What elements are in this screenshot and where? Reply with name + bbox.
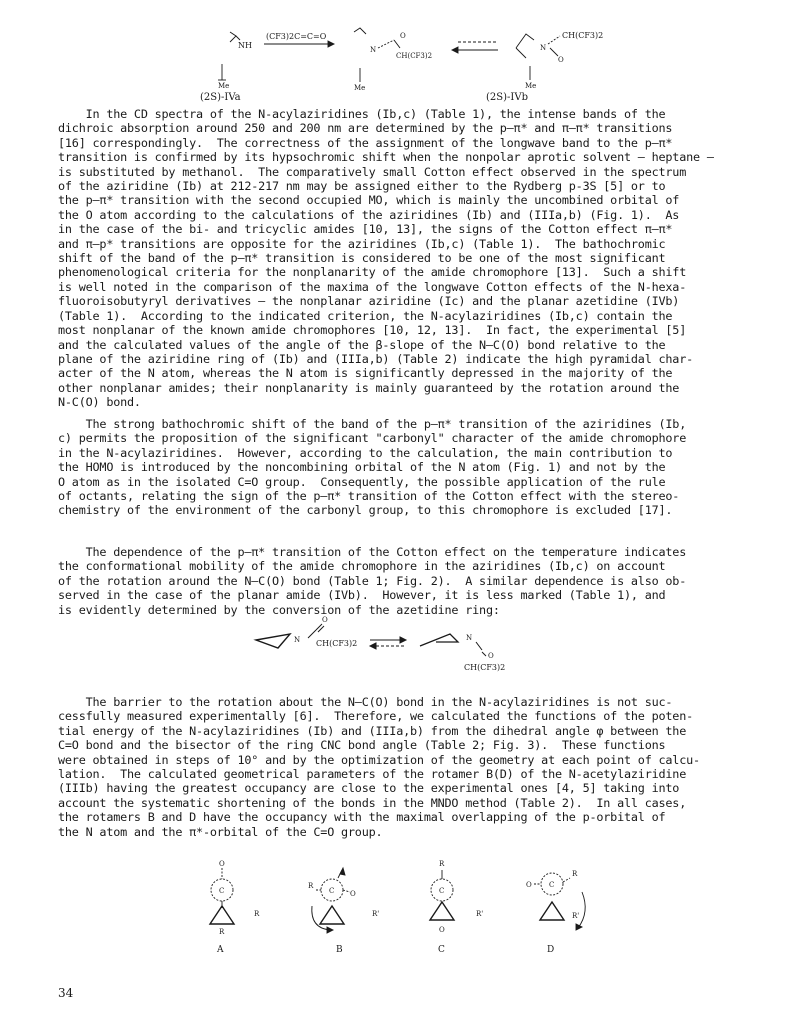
rotamer-a-c: C <box>219 887 225 895</box>
rotamer-a-top: O <box>219 860 225 868</box>
mid-n-right: N <box>466 634 473 642</box>
text-line: shift of the band of the p—π* transition is considered to be one of the most significant <box>58 251 666 266</box>
text-line: the O atom according to the calculations of the aziridines (Ib) and (IIIa,b) (Fig. 1). As <box>58 207 680 222</box>
rotamer-d-c: C <box>549 881 555 889</box>
text-line: is evidently determined by the conversion of the azetidine ring: <box>58 602 500 617</box>
text-line: The dependence of the p—π* transition of the Cotton effect on the temperature indicates <box>58 545 687 559</box>
text-line: and π—p* transitions are opposite for the aziridines (Ib,c) (Table 1). The bathochromic <box>58 236 666 251</box>
text-line: N-C(O) bond. <box>58 395 141 410</box>
text-line: most nonplanar of the known amide chromophores [10, 12, 13]. In fact, the experimental [5] <box>58 323 687 338</box>
mid-ch-right: CH(CF3)2 <box>464 663 506 672</box>
text-line: the rotamers B and D have the occupancy with the maximal overlapping of the p-orbital of <box>58 810 666 825</box>
rotamer-projections <box>190 856 620 956</box>
text-line: The barrier to the rotation about the N—C(O) bond in the N-acylaziridines is not suc- <box>58 695 673 709</box>
text-line: the p—π* transition with the second occupied MO, which is mainly the uncombined orbital of <box>58 193 680 208</box>
text-line: dichroic absorption around 250 and 200 nm are determined by the p—π* and π—π* transitions <box>58 121 673 136</box>
scheme-nh-label: NH <box>238 41 252 50</box>
text-line: (IIIb) having the greatest occupancy are close to the experimental ones [4, 5] taking into <box>58 781 680 796</box>
rotamer-d-left: O <box>526 881 532 889</box>
text-line: tial energy of the N-acylaziridines (Ib) and (IIIa,b) from the dihedral angle φ between the <box>58 723 687 738</box>
rotamer-d-label: D <box>547 945 555 955</box>
paragraph-carbonyl-character <box>58 417 750 518</box>
text-line: The strong bathochromic shift of the band of the p—π* transition of the aziridines (Ib, <box>58 417 687 431</box>
text-line: the conformational mobility of the amide chromophore in the aziridines (Ib,c) on account <box>58 559 666 574</box>
scheme-me-mid: Me <box>354 84 366 92</box>
rotamer-c-bottom: O <box>439 926 445 934</box>
text-line: (Table 1). According to the indicated criterion, the N-acylaziridines (Ib,c) contain the <box>58 308 673 323</box>
rotamer-a-bottom: R <box>219 928 225 936</box>
text-line: served in the case of the planar amide (IVb). However, it is less marked (Table 1), and <box>58 588 666 603</box>
azetidine-conversion-scheme <box>250 612 570 674</box>
text-line: transition is confirmed by its hypsochromic shift when the nonpolar aprotic solvent – heptane – <box>58 150 714 165</box>
text-line: were obtained in steps of 10° and by the optimization of the geometry at each point of calcu- <box>58 752 700 767</box>
scheme-reagent-label: (CF3)2C=C=O <box>266 32 327 41</box>
rotamer-c-c: C <box>439 887 445 895</box>
rotamer-a-label: A <box>217 945 224 955</box>
text-line: c) permits the proposition of the significant "carbonyl" character of the amide chromophore <box>58 431 687 446</box>
scheme-o-mid: O <box>400 32 406 40</box>
scheme-ch-mid: CH(CF3)2 <box>396 52 433 60</box>
mid-ch-left: CH(CF3)2 <box>316 639 358 648</box>
rotamer-b-c: C <box>329 887 335 895</box>
text-line: the HOMO is introduced by the noncombining orbital of the N atom (Fig. 1) and not by the <box>58 460 666 475</box>
text-line: chemistry of the environment of the carbonyl group, to this chromophore is excluded [17]. <box>58 503 673 518</box>
scheme-me-left: Me <box>218 82 230 90</box>
paragraph-rotation-barrier <box>58 695 750 839</box>
rotamer-b-left: R <box>308 882 314 890</box>
text-line: account the systematic shortening of the bonds in the MNDO method (Table 2). In all cases, <box>58 795 687 810</box>
scheme-ch-right: CH(CF3)2 <box>562 31 604 40</box>
rotamer-b-right: O <box>350 890 356 898</box>
rotamer-b-label: B <box>336 945 343 955</box>
paragraph-cd-spectra <box>58 107 750 410</box>
text-line: in the case of the bi- and tricyclic amides [10, 13], the signs of the Cotton effect π—π* <box>58 222 673 237</box>
mid-o-right: O <box>488 652 494 660</box>
text-line: in the N-acylaziridines. However, according to the calculation, the main contribution to <box>58 445 673 460</box>
text-line: plane of the aziridine ring of (Ib) and (IIIa,b) (Table 2) indicate the high pyramidal char- <box>58 351 694 366</box>
compound-label-iva: (2S)-IVa <box>200 92 241 102</box>
scheme-n-mid: N <box>370 46 377 54</box>
text-line: of the aziridine (Ib) at 212-217 nm may be assigned either to the Rydberg p-3S [5] or to <box>58 179 666 194</box>
text-line: of octants, relating the sign of the p—π* transition of the Cotton effect with the stereo- <box>58 489 680 504</box>
text-line: C=O bond and the bisector of the ring CNC bond angle (Table 2; Fig. 3). These functions <box>58 738 666 753</box>
text-line: cessfully measured experimentally [6]. Therefore, we calculated the functions of the poten- <box>58 709 694 724</box>
rotamer-c-label: C <box>438 945 445 955</box>
rotamer-c-r-ring: R' <box>476 910 484 918</box>
page-number: 34 <box>58 986 74 1000</box>
text-line: In the CD spectra of the N-acylaziridines (Ib,c) (Table 1), the intense bands of the <box>58 107 666 121</box>
text-line: and the calculated values of the angle of the β-slope of the N—C(O) bond relative to the <box>58 337 666 352</box>
text-line: lation. The calculated geometrical parameters of the rotamer B(D) of the N-acetylaziridine <box>58 767 687 782</box>
text-line: O atom as in the isolated C=O group. Consequently, the possible application of the rule <box>58 474 666 489</box>
rotamer-b-r-ring: R' <box>372 910 380 918</box>
text-line: other nonplanar amides; their nonplanarity is mainly guaranteed by the rotation around the <box>58 380 680 395</box>
scheme-n-right: N <box>540 44 547 52</box>
rotamer-d-r-ring: R' <box>572 912 580 920</box>
text-line: [16] correspondingly. The correctness of the assignment of the longwave band to the p—π* <box>58 135 673 150</box>
rotamer-c-top: R <box>439 860 445 868</box>
scheme-me-right: Me <box>525 82 537 90</box>
scheme-o-right: O <box>558 56 564 64</box>
rotamer-d-right: R <box>572 870 578 878</box>
compound-label-ivb: (2S)-IVb <box>486 92 528 102</box>
mid-o-left: O <box>322 616 328 624</box>
top-reaction-scheme <box>200 22 620 102</box>
text-line: of the rotation around the N—C(O) bond (Table 1; Fig. 2). A similar dependence is also ob- <box>58 573 687 588</box>
text-line: is substituted by methanol. The comparatively small Cotton effect observed in the spectrum <box>58 164 687 179</box>
text-line: acter of the N atom, whereas the N atom is significantly depressed in the majority of the <box>58 366 673 381</box>
text-line: phenomenological criteria for the nonplanarity of the amide chromophore [13]. Such a shift <box>58 265 687 280</box>
text-line: is well noted in the comparison of the maxima of the longwave Cotton effects of the N-hexa- <box>58 279 687 294</box>
mid-n-left: N <box>294 636 301 644</box>
rotamer-a-r-ring: R <box>254 910 260 918</box>
text-line: the N atom and the π*-orbital of the C=O group. <box>58 824 383 839</box>
text-line: fluoroisobutyryl derivatives – the nonplanar aziridine (Ic) and the planar azetidine (IVb) <box>58 294 680 309</box>
paragraph-temperature-dependence <box>58 545 750 617</box>
